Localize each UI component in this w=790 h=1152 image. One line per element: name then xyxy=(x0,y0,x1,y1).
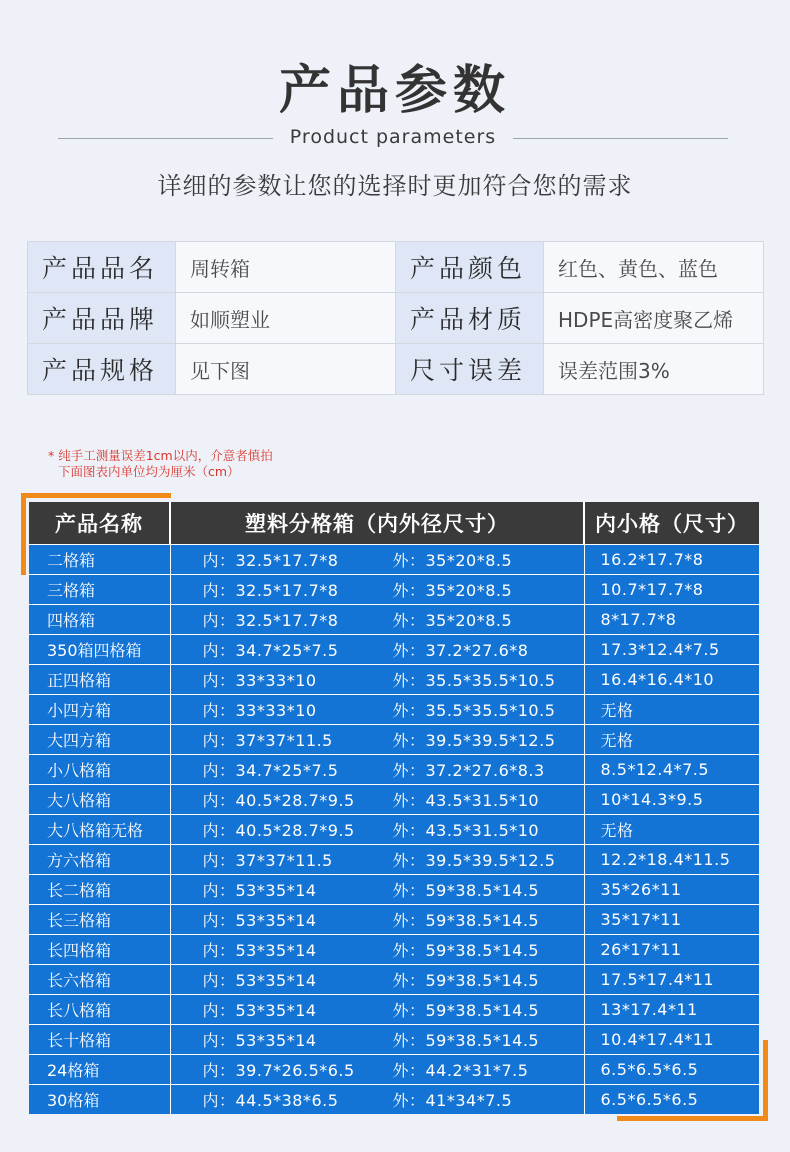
corner-accent-bottom-right-vertical xyxy=(763,1040,768,1121)
table-row xyxy=(29,965,759,995)
table-row xyxy=(29,695,759,725)
table-row xyxy=(29,845,759,875)
outer-size: 外：41*34*7.5 xyxy=(392,1091,513,1110)
outer-size: 外：43.5*31.5*10 xyxy=(392,821,540,840)
cell-size-cell: 8.5*12.4*7.5 xyxy=(584,755,759,785)
dimension-cell xyxy=(170,605,584,635)
note-line-2: 下面图表内单位均为厘米（cm） xyxy=(58,464,240,479)
dimension-cell xyxy=(170,935,584,965)
cell-size-cell: 无格 xyxy=(584,725,759,755)
outer-size: 外：43.5*31.5*10 xyxy=(392,791,540,810)
header-cell-size: 内小格（尺寸） xyxy=(584,502,759,545)
inner-size: 内：53*35*14 xyxy=(202,911,317,930)
cell-size-cell: 17.3*12.4*7.5 xyxy=(584,635,759,665)
cell-size-cell: 10.7*17.7*8 xyxy=(584,575,759,605)
product-name-cell: 长三格箱 xyxy=(29,905,170,935)
product-name-cell: 大八格箱无格 xyxy=(29,815,170,845)
outer-size: 外：35*20*8.5 xyxy=(392,581,513,600)
product-name-cell: 大八格箱 xyxy=(29,785,170,815)
inner-size: 内：32.5*17.7*8 xyxy=(202,551,339,570)
table-row xyxy=(29,665,759,695)
dimension-cell xyxy=(170,995,584,1025)
product-name-cell: 方六格箱 xyxy=(29,845,170,875)
size-table xyxy=(29,502,759,1114)
product-name-cell: 四格箱 xyxy=(29,605,170,635)
table-row xyxy=(29,1085,759,1115)
product-name-cell: 30格箱 xyxy=(29,1085,170,1115)
cell-size-cell: 10*14.3*9.5 xyxy=(584,785,759,815)
table-row xyxy=(29,815,759,845)
product-name-cell: 长六格箱 xyxy=(29,965,170,995)
tagline: 详细的参数让您的选择时更加符合您的需求 xyxy=(157,172,633,200)
inner-size: 内：33*33*10 xyxy=(202,701,317,720)
outer-size: 外：37.2*27.6*8 xyxy=(392,641,529,660)
table-row xyxy=(29,1025,759,1055)
inner-size: 内：33*33*10 xyxy=(202,671,317,690)
inner-size: 内：53*35*14 xyxy=(202,971,317,990)
dimension-cell xyxy=(170,1085,584,1115)
cell-size-cell: 6.5*6.5*6.5 xyxy=(584,1085,759,1115)
cell-size-cell: 35*17*11 xyxy=(584,905,759,935)
product-name-cell: 长四格箱 xyxy=(29,935,170,965)
dimension-cell xyxy=(170,695,584,725)
outer-size: 外：39.5*39.5*12.5 xyxy=(392,731,556,750)
subtitle-row xyxy=(58,126,728,152)
cell-size-cell: 8*17.7*8 xyxy=(584,605,759,635)
inner-size: 内：53*35*14 xyxy=(202,881,317,900)
dimension-cell xyxy=(170,635,584,665)
header-product-name: 产品名称 xyxy=(29,502,170,545)
table-row xyxy=(29,875,759,905)
note-line-1: * 纯手工测量误差1cm以内，介意者慎拍 xyxy=(48,448,273,463)
outer-size: 外：35.5*35.5*10.5 xyxy=(392,671,556,690)
spec-row xyxy=(28,293,764,344)
outer-size: 外：35*20*8.5 xyxy=(392,551,513,570)
header-dimensions: 塑料分格箱（内外径尺寸） xyxy=(170,502,584,545)
dimension-cell xyxy=(170,665,584,695)
dimension-cell xyxy=(170,545,584,575)
product-name-cell: 小八格箱 xyxy=(29,755,170,785)
cell-size-cell: 无格 xyxy=(584,815,759,845)
page-title: 产品参数 xyxy=(278,61,511,121)
outer-size: 外：39.5*39.5*12.5 xyxy=(392,851,556,870)
product-name-cell: 三格箱 xyxy=(29,575,170,605)
dimension-cell xyxy=(170,755,584,785)
product-name-cell: 长十格箱 xyxy=(29,1025,170,1055)
subtitle-english: Product parameters xyxy=(289,126,497,148)
product-name-cell: 二格箱 xyxy=(29,545,170,575)
product-name-cell: 350箱四格箱 xyxy=(29,635,170,665)
product-name-cell: 24格箱 xyxy=(29,1055,170,1085)
inner-size: 内：53*35*14 xyxy=(202,1031,317,1050)
inner-size: 内：39.7*26.5*6.5 xyxy=(202,1061,355,1080)
spec-value: 误差范围3% xyxy=(544,344,764,395)
table-row xyxy=(29,605,759,635)
spec-table xyxy=(27,241,764,395)
spec-value: 如顺塑业 xyxy=(176,293,396,344)
corner-accent-top-left xyxy=(21,493,171,498)
inner-size: 内：53*35*14 xyxy=(202,1001,317,1020)
outer-size: 外：35*20*8.5 xyxy=(392,611,513,630)
table-row xyxy=(29,785,759,815)
product-name-cell: 大四方箱 xyxy=(29,725,170,755)
inner-size: 内：44.5*38*6.5 xyxy=(202,1091,339,1110)
cell-size-cell: 10.4*17.4*11 xyxy=(584,1025,759,1055)
dimension-cell xyxy=(170,785,584,815)
spec-label: 产品品牌 xyxy=(28,293,176,344)
spec-value: 周转箱 xyxy=(176,242,396,293)
cell-size-cell: 16.2*17.7*8 xyxy=(584,545,759,575)
dimension-cell xyxy=(170,575,584,605)
cell-size-cell: 35*26*11 xyxy=(584,875,759,905)
dimension-cell xyxy=(170,1055,584,1085)
dimension-cell xyxy=(170,815,584,845)
dimension-cell xyxy=(170,725,584,755)
inner-size: 内：53*35*14 xyxy=(202,941,317,960)
table-row xyxy=(29,905,759,935)
cell-size-cell: 13*17.4*11 xyxy=(584,995,759,1025)
dimension-cell xyxy=(170,965,584,995)
inner-size: 内：40.5*28.7*9.5 xyxy=(202,791,355,810)
corner-accent-bottom-right xyxy=(617,1116,768,1121)
spec-value: 红色、黄色、蓝色 xyxy=(544,242,764,293)
divider-right xyxy=(513,138,728,139)
spec-label: 产品颜色 xyxy=(396,242,544,293)
table-row xyxy=(29,725,759,755)
inner-size: 内：32.5*17.7*8 xyxy=(202,611,339,630)
outer-size: 外：44.2*31*7.5 xyxy=(392,1061,529,1080)
table-row xyxy=(29,575,759,605)
spec-row xyxy=(28,242,764,293)
inner-size: 内：34.7*25*7.5 xyxy=(202,761,339,780)
inner-size: 内：32.5*17.7*8 xyxy=(202,581,339,600)
table-row xyxy=(29,545,759,575)
dimension-cell xyxy=(170,845,584,875)
table-row xyxy=(29,995,759,1025)
measurement-note xyxy=(48,448,273,480)
dimension-cell xyxy=(170,905,584,935)
spec-value: 见下图 xyxy=(176,344,396,395)
product-name-cell: 长二格箱 xyxy=(29,875,170,905)
outer-size: 外：35.5*35.5*10.5 xyxy=(392,701,556,720)
product-name-cell: 小四方箱 xyxy=(29,695,170,725)
inner-size: 内：37*37*11.5 xyxy=(202,731,333,750)
cell-size-cell: 16.4*16.4*10 xyxy=(584,665,759,695)
spec-label: 产品材质 xyxy=(396,293,544,344)
inner-size: 内：40.5*28.7*9.5 xyxy=(202,821,355,840)
table-row xyxy=(29,755,759,785)
cell-size-cell: 17.5*17.4*11 xyxy=(584,965,759,995)
corner-accent-top-left-vertical xyxy=(21,493,26,575)
dimension-cell xyxy=(170,875,584,905)
spec-label: 产品规格 xyxy=(28,344,176,395)
cell-size-cell: 26*17*11 xyxy=(584,935,759,965)
product-name-cell: 正四格箱 xyxy=(29,665,170,695)
product-name-cell: 长八格箱 xyxy=(29,995,170,1025)
cell-size-cell: 12.2*18.4*11.5 xyxy=(584,845,759,875)
cell-size-cell: 无格 xyxy=(584,695,759,725)
table-row xyxy=(29,935,759,965)
outer-size: 外：59*38.5*14.5 xyxy=(392,881,540,900)
table-row xyxy=(29,1055,759,1085)
spec-label: 尺寸误差 xyxy=(396,344,544,395)
cell-size-cell: 6.5*6.5*6.5 xyxy=(584,1055,759,1085)
outer-size: 外：59*38.5*14.5 xyxy=(392,971,540,990)
table-row xyxy=(29,635,759,665)
dimension-cell xyxy=(170,1025,584,1055)
inner-size: 内：37*37*11.5 xyxy=(202,851,333,870)
outer-size: 外：59*38.5*14.5 xyxy=(392,941,540,960)
outer-size: 外：59*38.5*14.5 xyxy=(392,1031,540,1050)
spec-value: HDPE高密度聚乙烯 xyxy=(544,293,764,344)
spec-label: 产品品名 xyxy=(28,242,176,293)
inner-size: 内：34.7*25*7.5 xyxy=(202,641,339,660)
outer-size: 外：37.2*27.6*8.3 xyxy=(392,761,545,780)
outer-size: 外：59*38.5*14.5 xyxy=(392,1001,540,1020)
spec-row xyxy=(28,344,764,395)
outer-size: 外：59*38.5*14.5 xyxy=(392,911,540,930)
